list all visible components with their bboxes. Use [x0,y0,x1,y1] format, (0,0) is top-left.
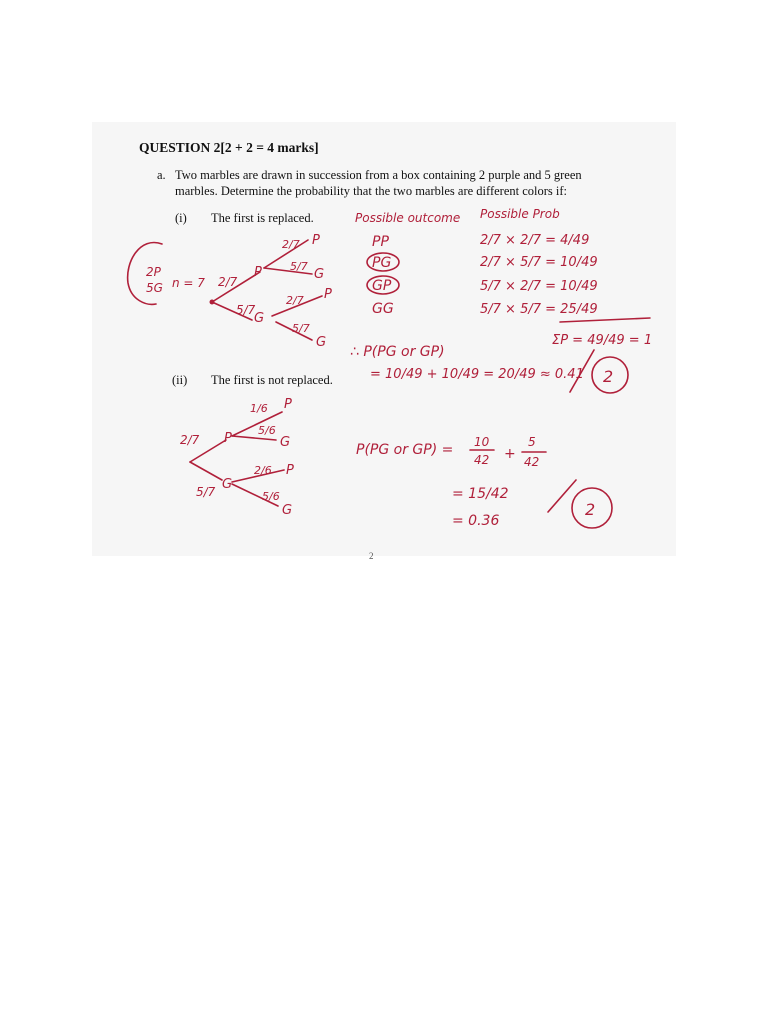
col-prob-header: Possible Prob [480,207,560,221]
tree-diagram-i [210,233,333,350]
tree-ii-label-pg: 5/6 [258,424,276,437]
tree-i-label-gg: 5/7 [292,322,310,335]
answer-ii-frac1-num: 10 [474,435,490,449]
tree-i-label-p: 2/7 [218,275,238,289]
answer-ii-plus: + [504,446,516,462]
tree-ii-node-pp: P [284,397,292,412]
tree-ii-node-p: P [224,431,232,446]
tree-i-node-g: G [254,311,265,326]
tree-ii-label-g: 5/7 [196,485,216,499]
tree-i-label-g: 5/7 [236,303,256,317]
mark-i: 2 [603,367,614,386]
answer-i-line2: = 10/49 + 10/49 = 20/49 ≈ 0.41 [370,367,584,382]
side-n: n = 7 [172,276,205,290]
answer-ii-frac2-den: 42 [524,455,540,469]
tree-ii-node-gp: P [286,463,294,478]
answer-ii-lhs: P(PG or GP) = [356,442,454,458]
prob-pp: 2/7 × 2/7 = 4/49 [480,233,590,248]
tree-ii-label-pp: 1/6 [250,402,268,415]
answer-ii-line2: = 15/42 [452,486,509,502]
tree-diagram-ii [180,397,294,518]
answer-ii-line3: = 0.36 [452,513,500,529]
answer-i-line1: ∴ P(PG or GP) [350,344,445,360]
prob-pg: 2/7 × 5/7 = 10/49 [480,255,598,270]
outcome-gp: GP [372,278,392,294]
outcome-gg: GG [372,301,394,317]
tree-i-label-pp: 2/7 [282,238,300,251]
answer-ii-frac2-num: 5 [528,435,536,449]
sub-i-text: The first is replaced. [211,211,314,225]
sub-i-number: (i) [175,211,187,225]
part-a-text: Two marbles are drawn in succession from a box containing 2 purple and 5 green marbles. Determine the probability that the two marbles are different colors if: [175,168,582,198]
sub-ii-number: (ii) [172,373,188,387]
tree-ii-label-gg: 5/6 [262,490,280,503]
tree-i-label-gp: 2/7 [286,294,304,307]
side-2p: 2P [146,265,161,279]
question-title: QUESTION 2[2 + 2 = 4 marks] [139,140,319,155]
tree-i-node-gg: G [316,335,327,350]
outcome-pp: PP [372,234,389,250]
tree-ii-branch-g [190,462,222,480]
prob-gg: 5/7 × 5/7 = 25/49 [480,302,598,317]
part-a-letter: a. [157,168,166,182]
mark-ii: 2 [585,500,596,519]
side-5g: 5G [146,281,163,295]
sub-ii-text: The first is not replaced. [211,373,333,387]
tree-ii-label-p: 2/7 [180,433,200,447]
tree-i-label-pg: 5/7 [290,260,308,273]
prob-sum: ΣP = 49/49 = 1 [552,333,653,348]
tree-ii-node-gg: G [282,503,293,518]
prob-gp: 5/7 × 2/7 = 10/49 [480,279,598,294]
tree-i-node-gp: P [324,287,332,302]
sum-underline [560,318,650,322]
tree-ii-node-pg: G [280,435,291,450]
tree-ii-node-g: G [222,477,233,492]
tree-i-root [210,300,215,305]
outcome-pg: PG [372,255,392,271]
tree-i-node-p: P [254,265,262,280]
page-number: 2 [369,551,374,561]
tree-i-node-pp: P [312,233,320,248]
answer-ii-frac1-den: 42 [474,453,490,467]
tree-i-node-pg: G [314,267,325,282]
col-outcome-header: Possible outcome [355,211,461,225]
tree-ii-label-gp: 2/6 [254,464,272,477]
